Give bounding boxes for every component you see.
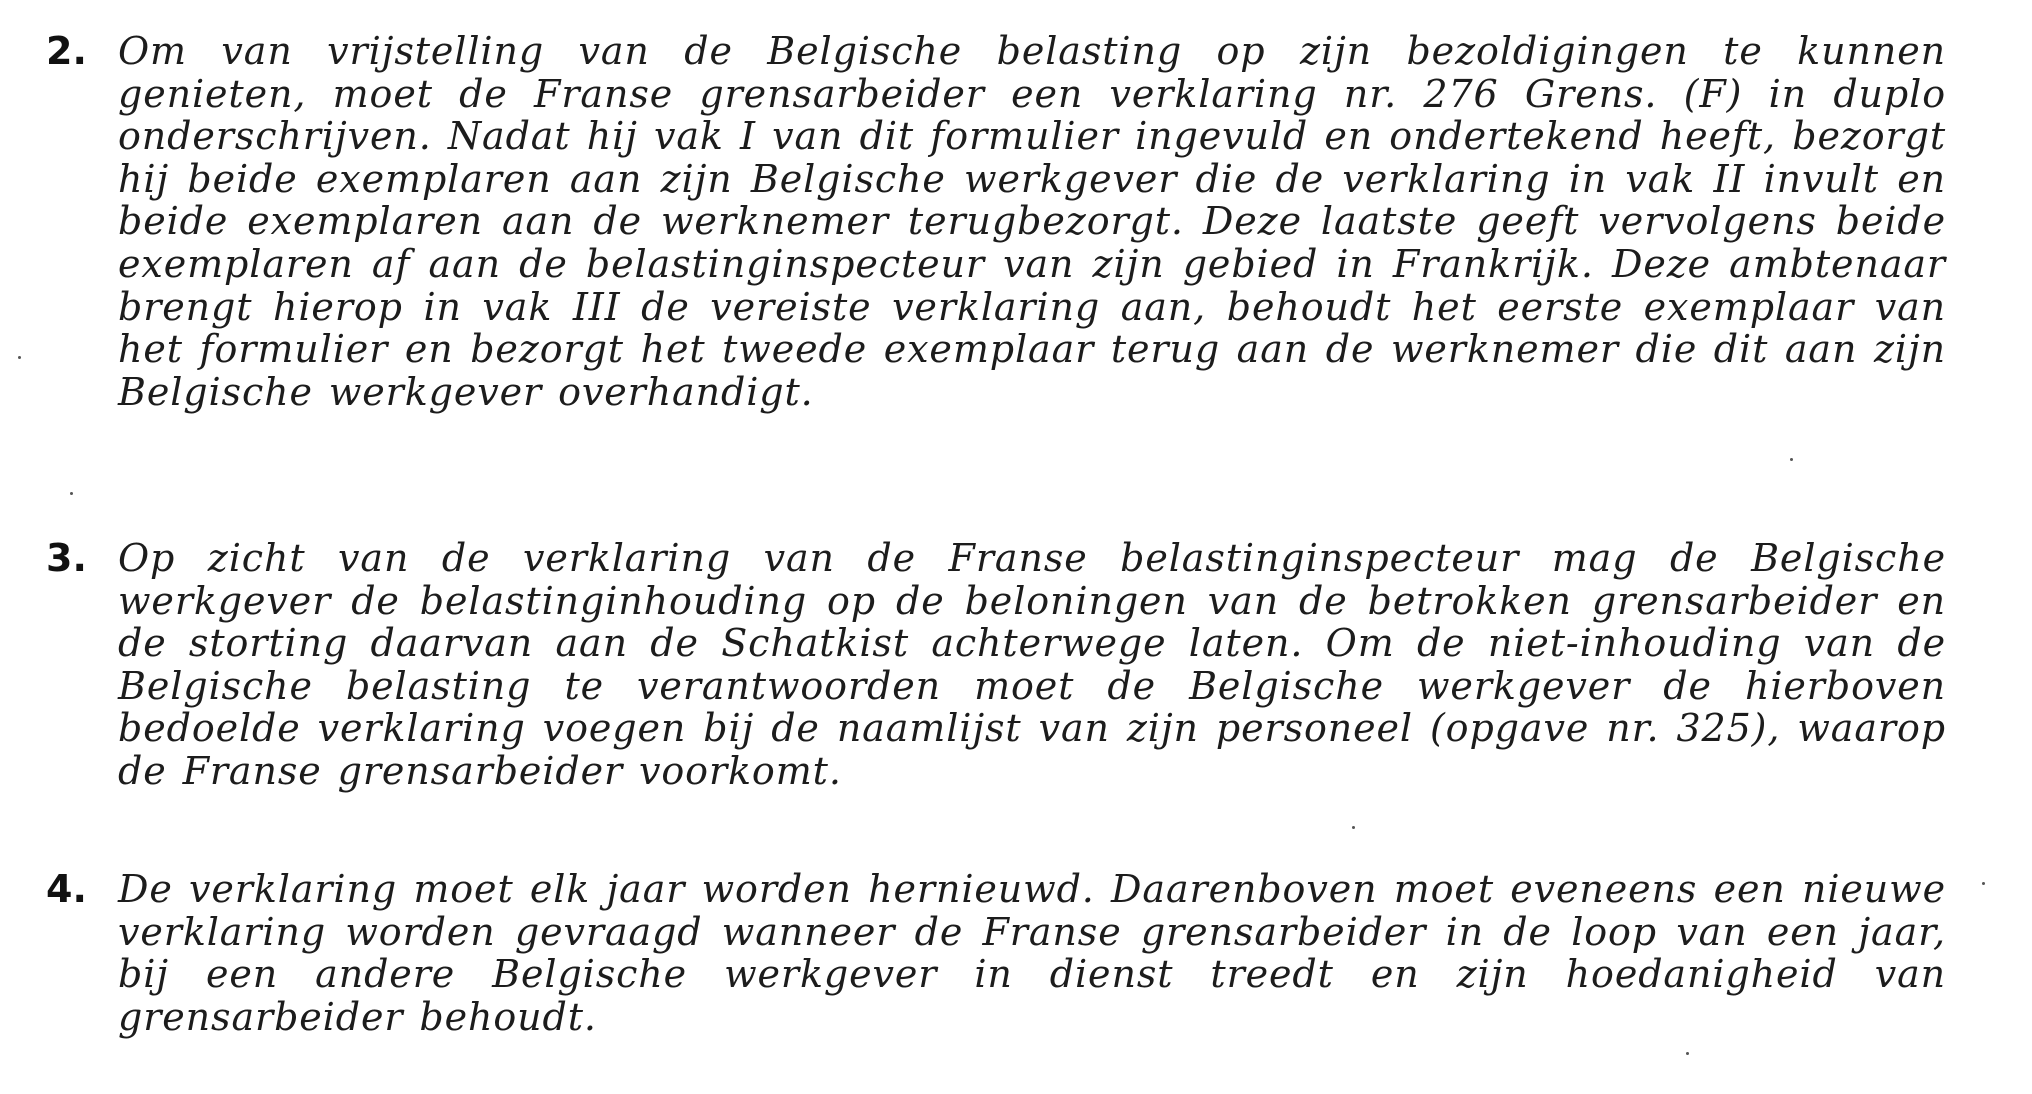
scan-speck xyxy=(1982,882,1985,885)
paragraph-number: 4. xyxy=(46,867,87,911)
paragraph-4 xyxy=(46,868,1946,1038)
scan-speck xyxy=(70,492,73,495)
scan-speck xyxy=(1352,826,1355,829)
paragraph-text: Om van vrijstelling van de Belgische belasting op zijn bezoldigingen te kunnen genieten, moet de Franse grensarbeider een verklaring nr. 276 Grens. (F) in duplo onderschrijven. Nadat hij vak I van dit formulier ingevuld en ondertekend heeft, bezorgt hij beide exemplaren aan zijn Belgische werkgever die de verklaring in vak II invult en beide exemplaren aan de werknemer terugbezorgt. Deze laatste geeft vervolgens beide exemplaren af aan de belastinginspecteur van zijn gebied in Frankrijk. Deze ambtenaar brengt hierop in vak III de vereiste verklaring aan, behoudt het eerste exemplaar van het formulier en bezorgt het tweede exemplaar terug aan de werknemer die dit aan zijn Belgische werkgever overhandigt. xyxy=(118,29,1946,414)
paragraph-text: Op zicht van de verklaring van de Franse belastinginspecteur mag de Belgische werkgever de belastinginhouding op de beloningen van de betrokken grensarbeider en de storting daarvan aan de Schatkist achterwege laten. Om de niet-inhouding van de Belgische belasting te verantwoorden moet de Belgische werkgever de hierboven bedoelde verklaring voegen bij de naamlijst van zijn personeel (opgave nr. 325), waarop de Franse grensarbeider voorkomt. xyxy=(118,536,1946,793)
scan-speck xyxy=(1686,1052,1689,1055)
paragraph-text: De verklaring moet elk jaar worden hernieuwd. Daarenboven moet eveneens een nieuwe verklaring worden gevraagd wanneer de Franse grensarbeider in de loop van een jaar, bij een andere Belgische werkgever in dienst treedt en zijn hoedanigheid van grensarbeider behoudt. xyxy=(118,867,1946,1039)
paragraph-number: 2. xyxy=(46,29,87,73)
paragraph-2 xyxy=(46,30,1946,413)
paragraph-3 xyxy=(46,537,1946,793)
scan-speck xyxy=(1790,458,1793,461)
paragraph-number: 3. xyxy=(46,536,87,580)
scan-speck xyxy=(18,356,21,359)
